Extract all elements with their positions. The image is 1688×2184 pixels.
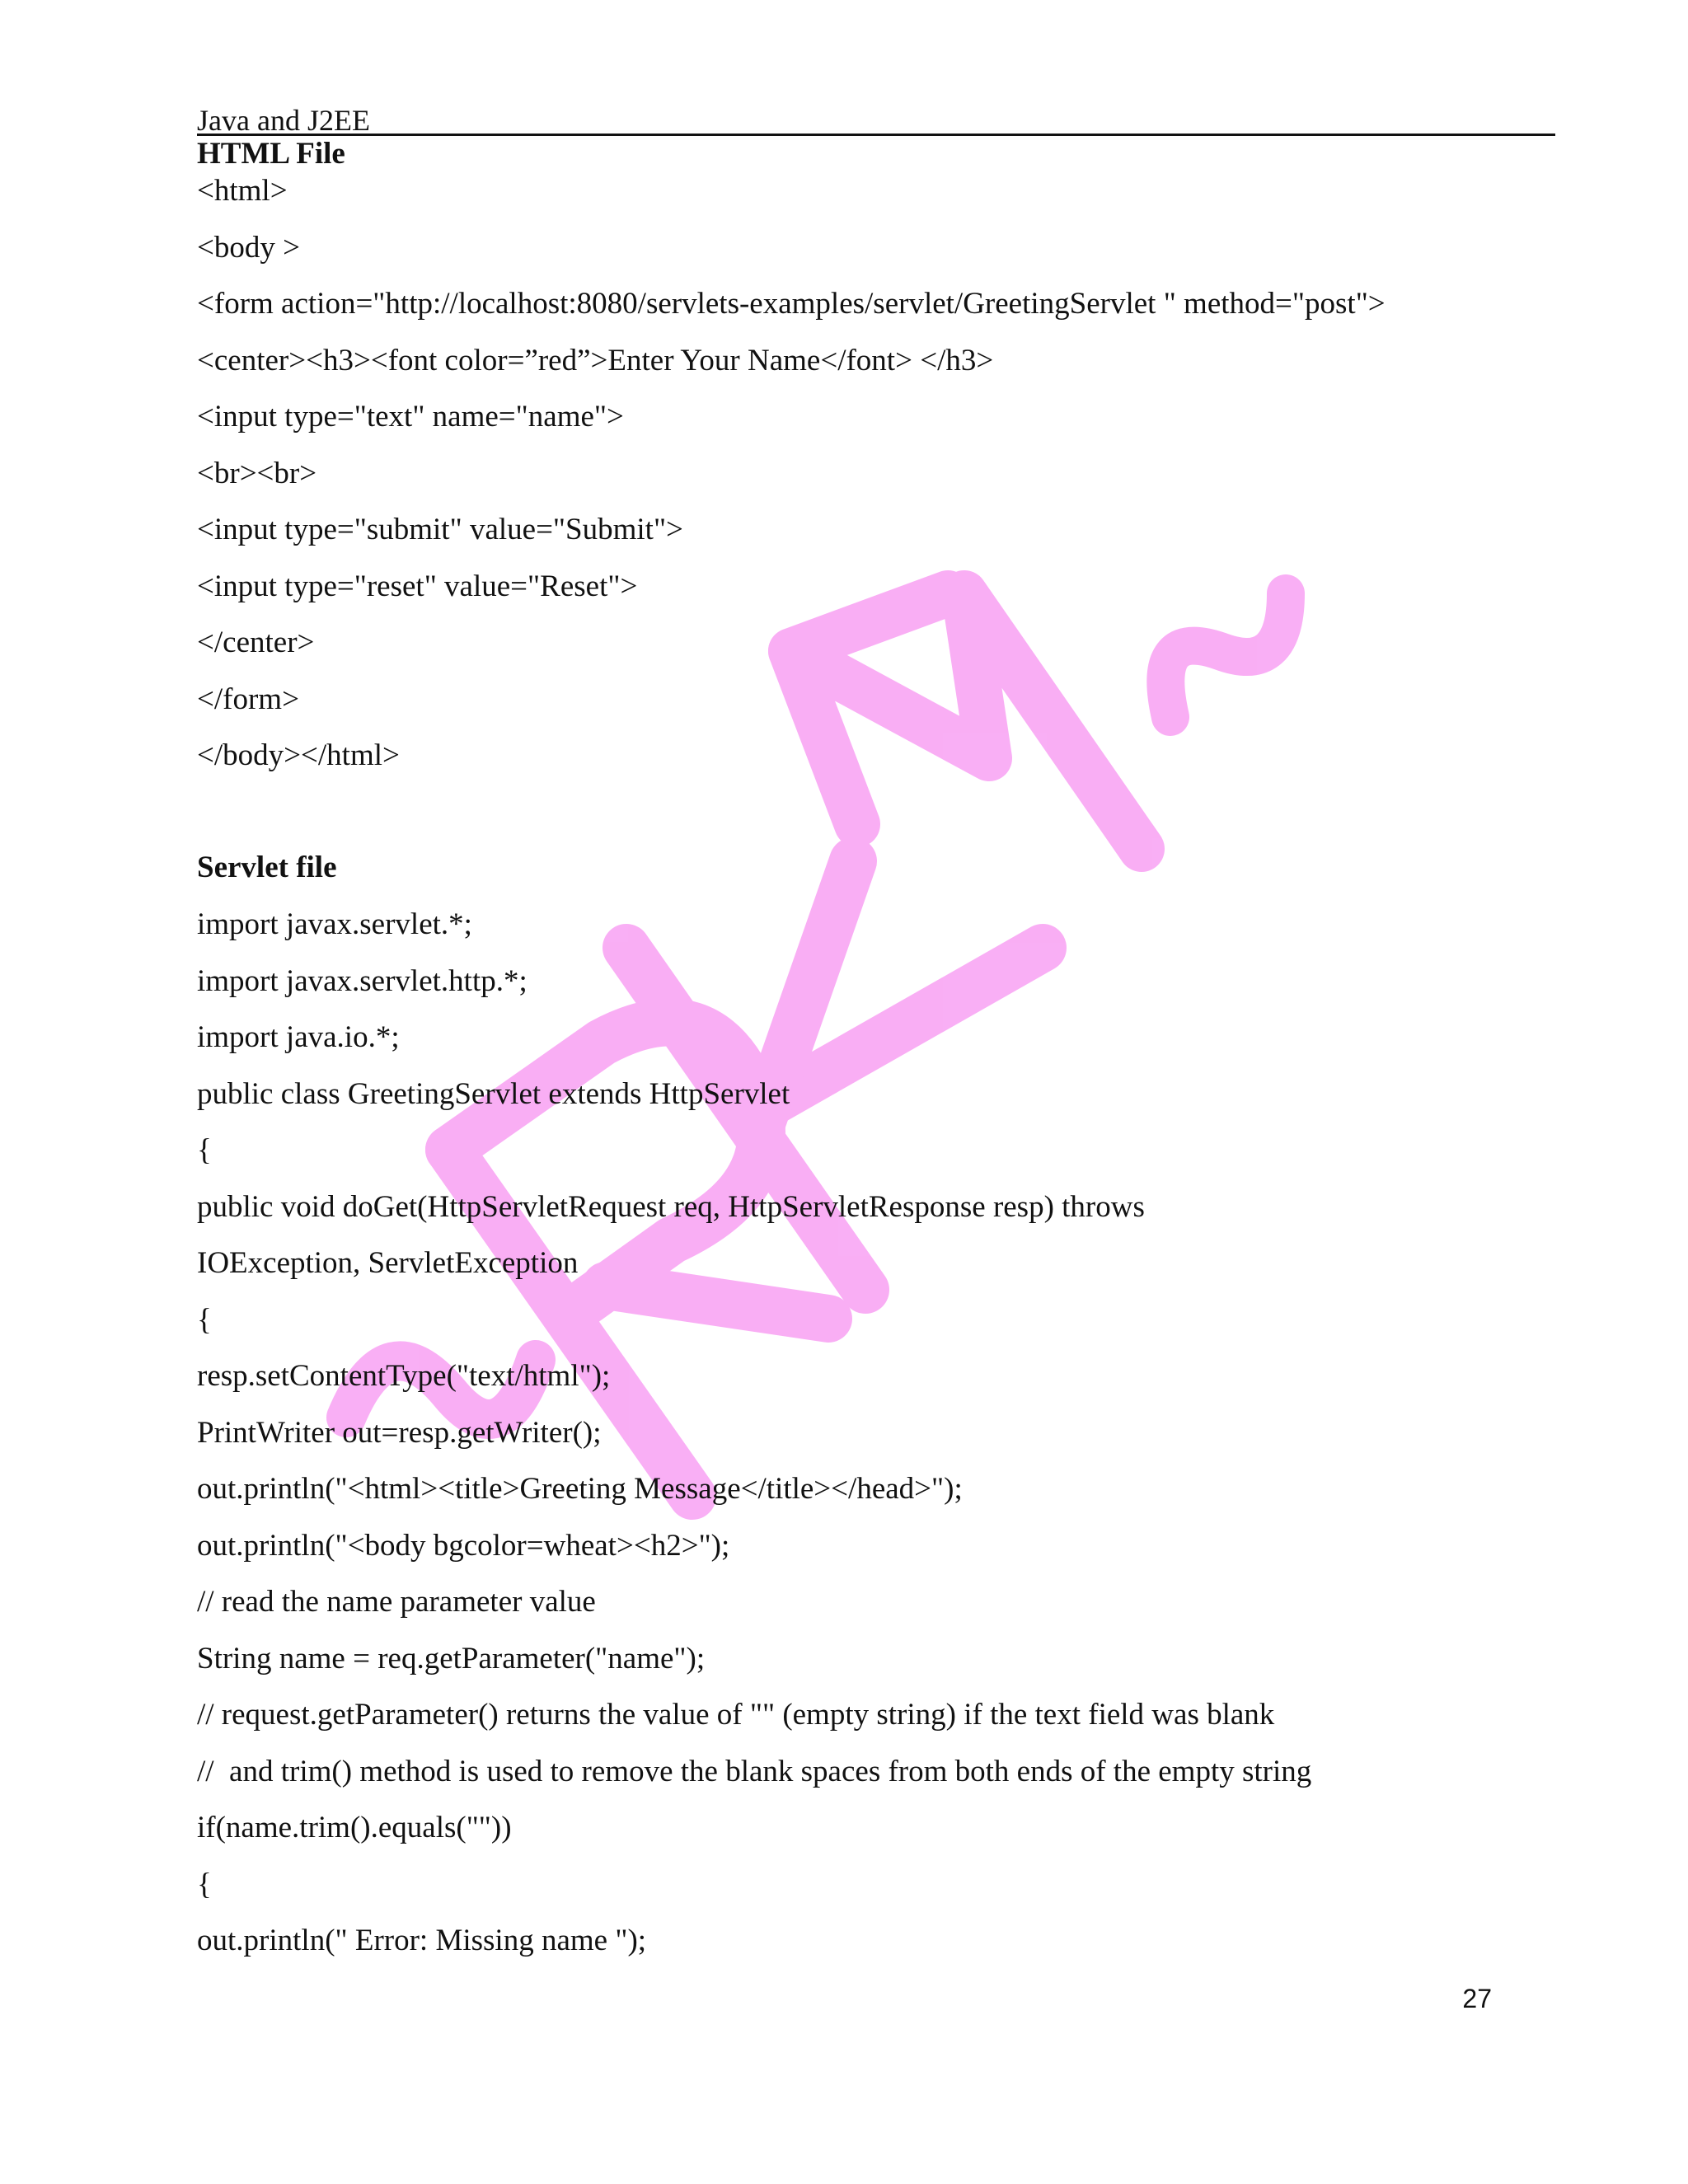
code-line: public void doGet(HttpServletRequest req, HttpServletResponse resp) throws	[197, 1189, 1145, 1224]
page-header	[197, 101, 1555, 136]
code-line: <input type="submit" value="Submit">	[197, 513, 683, 546]
html-section-title: HTML File	[197, 137, 345, 171]
code-line: if(name.trim().equals(""))	[197, 1811, 512, 1844]
code-line: String name = req.getParameter("name");	[197, 1641, 706, 1675]
code-line: </center>	[197, 626, 315, 659]
code-line: {	[197, 1133, 212, 1167]
code-line: public class GreetingServlet extends HttpServlet	[197, 1076, 790, 1111]
code-line: import java.io.*;	[197, 1020, 400, 1054]
code-line: <input type="text" name="name">	[197, 400, 624, 434]
code-line: import javax.servlet.*;	[197, 907, 472, 941]
code-line: {	[197, 1302, 212, 1337]
header-title: Java and J2EE	[197, 104, 370, 137]
code-line: <html>	[197, 174, 288, 208]
page-number: 27	[1462, 1984, 1492, 2013]
code-line: PrintWriter out=resp.getWriter();	[197, 1415, 602, 1450]
code-line: <form action="http://localhost:8080/servlets-examples/servlet/GreetingServlet " method="post">	[197, 287, 1386, 321]
html-code-block	[197, 173, 1386, 794]
code-line: // request.getParameter() returns the value of "" (empty string) if the text field was blank	[197, 1698, 1275, 1732]
code-line: <input type="reset" value="Reset">	[197, 569, 638, 603]
code-line: out.println("<body bgcolor=wheat><h2>");	[197, 1528, 730, 1563]
code-line: <body >	[197, 230, 300, 265]
code-line: {	[197, 1867, 212, 1901]
code-line: <center><h3><font color=”red”>Enter Your Name</font> </h3>	[197, 343, 994, 377]
code-line: out.println("<html><title>Greeting Message</title></head>");	[197, 1472, 963, 1506]
servlet-code-block	[197, 907, 1311, 1980]
code-line: <br><br>	[197, 456, 317, 490]
code-line: import javax.servlet.http.*;	[197, 963, 528, 998]
code-line: // and trim() method is used to remove the blank spaces from both ends of the empty string	[197, 1754, 1312, 1788]
code-line: resp.setContentType("text/html");	[197, 1359, 611, 1393]
code-line: // read the name parameter value	[197, 1585, 596, 1619]
code-line: IOException, ServletException	[197, 1246, 579, 1280]
code-line: </form>	[197, 682, 299, 716]
servlet-section-title: Servlet file	[197, 851, 337, 884]
code-line: </body></html>	[197, 738, 400, 772]
code-line: out.println(" Error: Missing name ");	[197, 1924, 647, 1957]
